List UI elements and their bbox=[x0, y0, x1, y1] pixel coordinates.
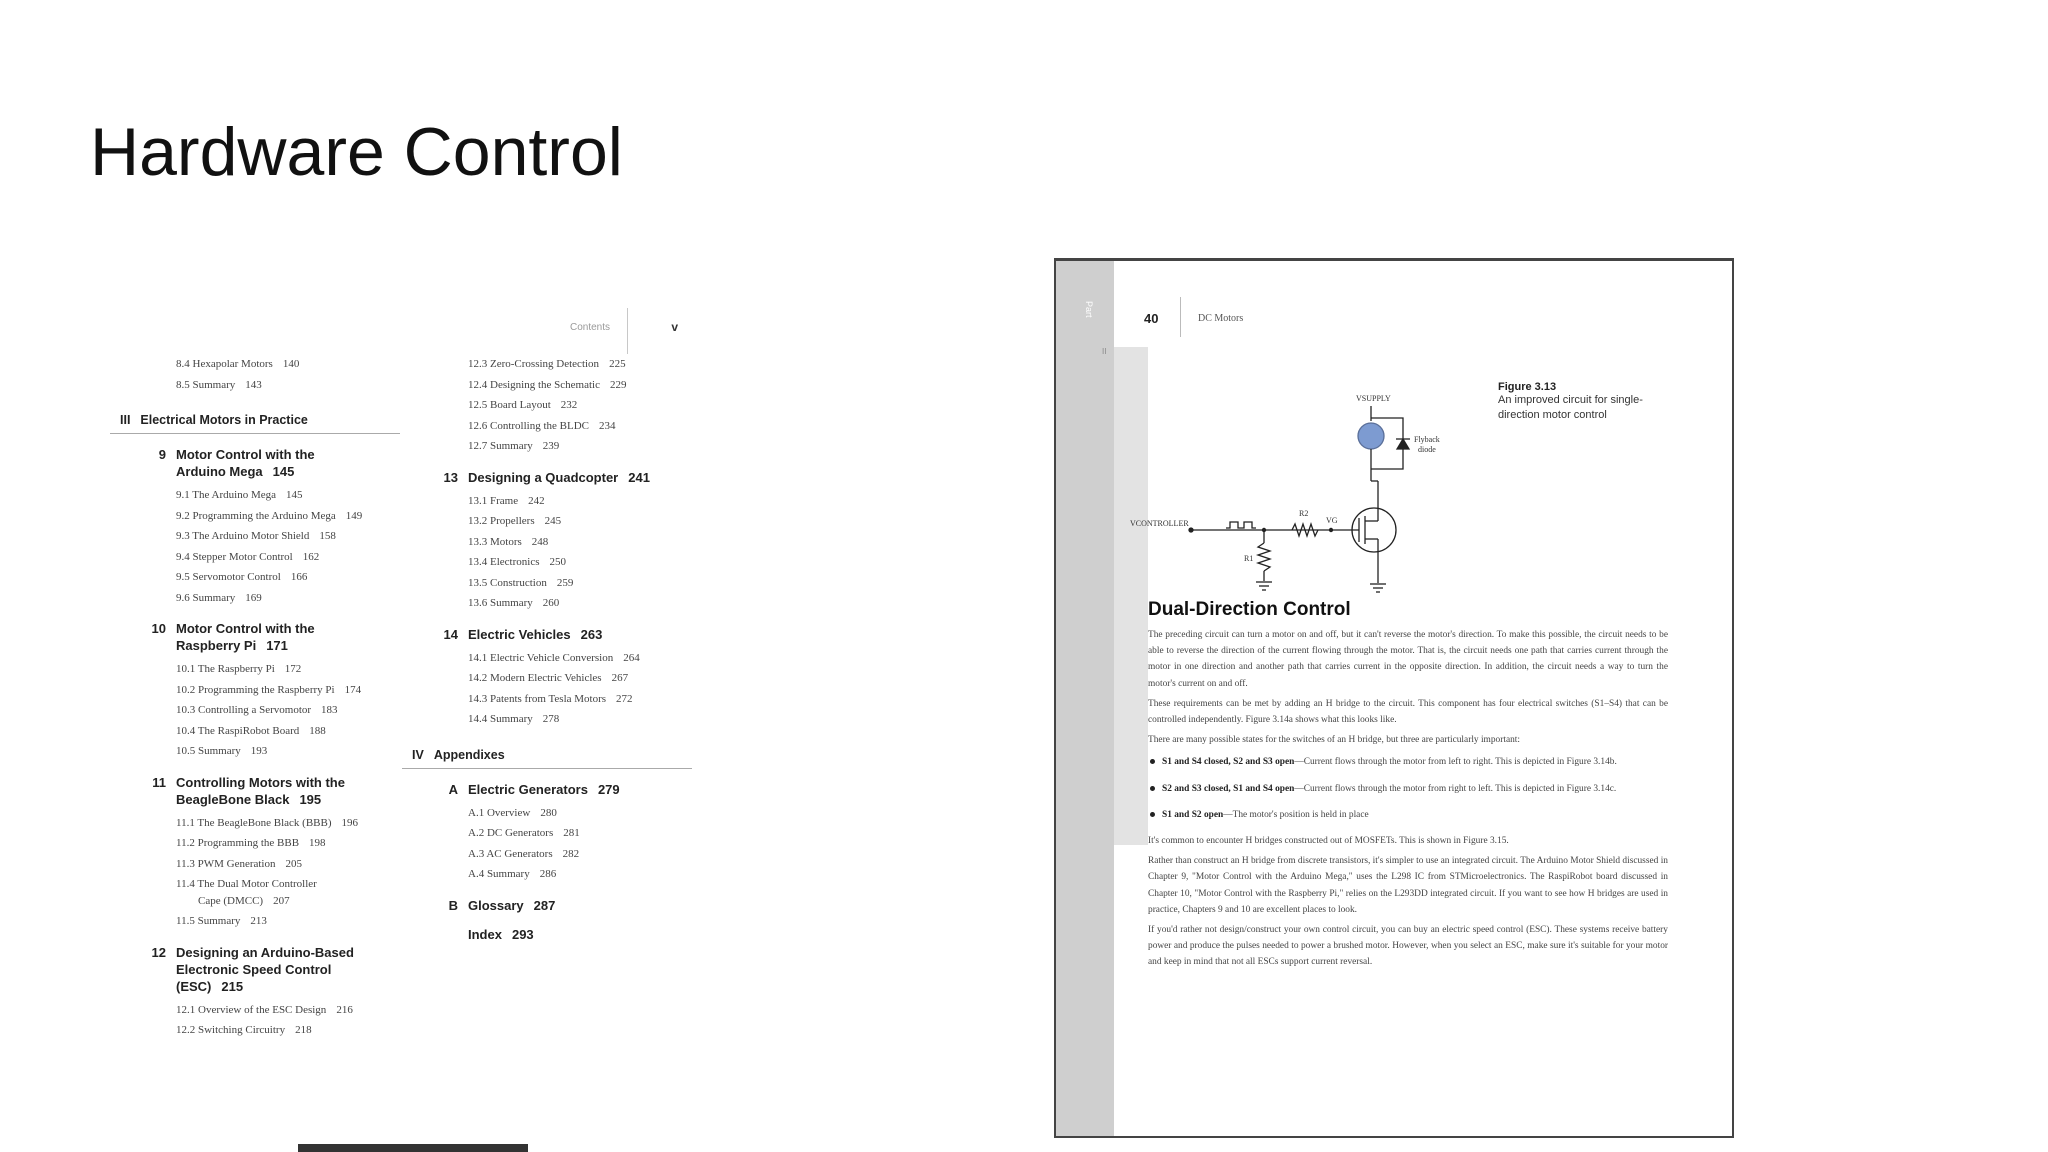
toc-chapter-page: 241 bbox=[628, 469, 650, 485]
toc-chapter-entry bbox=[432, 626, 702, 643]
toc-section-entry bbox=[432, 823, 702, 844]
toc-section-page: 149 bbox=[345, 509, 363, 522]
toc-chapter-page: 287 bbox=[533, 897, 556, 913]
toc-section-label: A.3 AC Generators bbox=[468, 847, 553, 860]
toc-chapter-page: 293 bbox=[511, 926, 534, 942]
toc-section-entry bbox=[140, 588, 415, 609]
toc-section-entry bbox=[432, 648, 702, 669]
toc-section-label: 11.5 Summary bbox=[176, 915, 241, 927]
toc-part-number: III bbox=[120, 413, 131, 427]
toc-chapter-page: 145 bbox=[272, 464, 295, 479]
book-page-image bbox=[1054, 258, 1734, 1138]
toc-chapter-page: 171 bbox=[266, 638, 288, 653]
toc-section-label: 10.5 Summary bbox=[176, 745, 241, 757]
toc-section-page: 278 bbox=[542, 713, 560, 725]
toc-chapter-title-line bbox=[468, 926, 702, 943]
section-title: Dual-Direction Control bbox=[1148, 599, 1351, 620]
toc-section-page: 248 bbox=[531, 535, 549, 548]
toc-chapter-entry bbox=[140, 774, 415, 808]
toc-section-label: 10.3 Controlling a Servomotor bbox=[176, 704, 312, 716]
flyback-label: Flyback bbox=[1414, 435, 1440, 444]
toc-section-page: 225 bbox=[609, 358, 626, 370]
toc-chapter-number: 11 bbox=[152, 774, 166, 790]
toc-chapter-title: Electric Vehicles bbox=[468, 626, 571, 642]
toc-section-page: 162 bbox=[302, 550, 320, 563]
toc-section-entry bbox=[432, 689, 702, 710]
toc-section-page: 216 bbox=[336, 1003, 353, 1016]
toc-chapter-title: Glossary bbox=[468, 897, 524, 913]
toc-section-label: 14.1 Electric Vehicle Conversion bbox=[468, 651, 614, 664]
toc-section-entry bbox=[140, 1000, 415, 1021]
toc-chapter-entry bbox=[432, 781, 702, 798]
page-chapter-label: DC Motors bbox=[1198, 313, 1244, 324]
toc-section-page: 242 bbox=[528, 494, 545, 507]
toc-section-entry bbox=[432, 416, 702, 437]
toc-section-page: 245 bbox=[544, 515, 562, 527]
circuit-diagram bbox=[1116, 371, 1496, 601]
toc-section-page: 259 bbox=[556, 576, 574, 589]
switch-state-lead: S1 and S4 closed, S2 and S3 open bbox=[1162, 757, 1295, 768]
toc-section-label: 12.3 Zero-Crossing Detection bbox=[468, 358, 600, 370]
toc-section-label: 13.5 Construction bbox=[468, 576, 547, 589]
toc-section-page: 250 bbox=[549, 556, 566, 568]
toc-section-entry bbox=[140, 813, 415, 834]
toc-section-entry bbox=[432, 593, 702, 614]
toc-section-page: 264 bbox=[623, 651, 640, 664]
toc-section-label: 12.5 Board Layout bbox=[468, 399, 551, 411]
switch-state-text: —Current flows through the motor from left to right. This is depicted in Figure 3.14b. bbox=[1294, 757, 1617, 768]
toc-chapter-title: Index bbox=[468, 926, 502, 942]
toc-section-entry bbox=[432, 803, 702, 824]
toc-section-page: 207 bbox=[273, 894, 290, 907]
toc-section-label: 9.6 Summary bbox=[176, 591, 236, 604]
toc-section-page: 239 bbox=[542, 440, 560, 452]
toc-chapter-title: Motor Control with the bbox=[176, 447, 315, 462]
toc-section-entry bbox=[140, 700, 415, 721]
toc-section-entry bbox=[432, 354, 702, 375]
toc-chapter-title: Arduino Mega bbox=[176, 464, 263, 479]
paragraphs-after-list bbox=[1148, 833, 1668, 971]
toc-chapter-number: A bbox=[448, 781, 458, 797]
toc-section-label: 12.7 Summary bbox=[468, 440, 533, 452]
switch-state-text: —The motor's position is held in place bbox=[1223, 809, 1369, 820]
toc-chapter-title: Motor Control with the bbox=[176, 621, 315, 636]
part-tab-number: II bbox=[1102, 347, 1107, 356]
toc-chapter-entry bbox=[140, 446, 415, 480]
toc-chapter-entry bbox=[432, 926, 702, 943]
toc-section-page: 213 bbox=[250, 915, 267, 927]
toc-chapter-title: Electronic Speed Control bbox=[176, 961, 332, 977]
toc-chapter-title-line bbox=[176, 463, 415, 480]
toc-section-entry bbox=[140, 721, 415, 742]
toc-section-label: 10.1 The Raspberry Pi bbox=[176, 663, 275, 675]
figure-caption-text: An improved circuit for single-direction motor control bbox=[1498, 394, 1643, 421]
motor-symbol bbox=[1358, 423, 1384, 449]
toc-column-left bbox=[120, 354, 415, 1041]
vcontroller-label: VCONTROLLER bbox=[1130, 519, 1189, 528]
toc-section-entry bbox=[140, 680, 415, 701]
toc-section-entry bbox=[140, 354, 415, 375]
toc-section-page: 282 bbox=[562, 847, 580, 860]
toc-chapter-number: 10 bbox=[151, 621, 166, 636]
toc-section-page: 169 bbox=[245, 591, 262, 604]
toc-section-label: 11.3 PWM Generation bbox=[176, 857, 276, 870]
toc-section-label: 11.2 Programming the BBB bbox=[176, 837, 300, 849]
bottom-edge-bar bbox=[298, 1144, 528, 1152]
toc-section-label: 13.1 Frame bbox=[468, 494, 519, 507]
toc-section-entry bbox=[432, 844, 702, 865]
toc-chapter-title: Designing a Quadcopter bbox=[468, 469, 619, 485]
toc-section-entry bbox=[140, 741, 415, 762]
toc-section-label: 13.6 Summary bbox=[468, 597, 533, 609]
paragraphs-before-list bbox=[1148, 627, 1668, 748]
controller-node bbox=[1189, 528, 1193, 532]
toc-section-page: 196 bbox=[341, 816, 358, 829]
toc-header bbox=[140, 308, 720, 344]
vg-label: VG bbox=[1326, 516, 1338, 525]
toc-chapter-title: Electric Generators bbox=[468, 781, 588, 797]
toc-section-entry bbox=[432, 709, 702, 730]
body-paragraph: Rather than construct an H bridge from discrete transistors, it's simpler to use an integrated circuit. The Arduino Motor Shield discussed in Chapter 9, "Motor Control with the Arduino Mega," uses the L298 IC from STMicroelectronics. The RaspiRobot board discussed in Chapter 10, "Motor Control with the Raspberry Pi," relies on the L293DD integrated circuit. If you want to see how H bridges are used in practice, Chapters 9 and 10 are excellent places to look. bbox=[1148, 856, 1668, 915]
toc-section-entry bbox=[432, 668, 702, 689]
toc-section-page: 145 bbox=[286, 489, 303, 501]
toc-header-divider bbox=[627, 308, 628, 354]
toc-chapter-entry bbox=[140, 944, 415, 995]
toc-chapter-title: Designing an Arduino-Based bbox=[176, 944, 354, 960]
toc-section-label: 9.2 Programming the Arduino Mega bbox=[176, 509, 336, 522]
toc-section-page: 280 bbox=[540, 806, 557, 819]
switch-state-item bbox=[1162, 754, 1668, 770]
toc-section-page: 234 bbox=[599, 419, 616, 432]
toc-section-label: 13.4 Electronics bbox=[468, 556, 540, 568]
toc-chapter-entry bbox=[432, 897, 702, 914]
toc-section-page: 188 bbox=[309, 724, 326, 737]
toc-section-page: 198 bbox=[309, 837, 326, 849]
toc-section-label: 10.2 Programming the Raspberry Pi bbox=[176, 683, 335, 696]
toc-section-entry bbox=[432, 511, 702, 532]
gate-node bbox=[1329, 528, 1333, 532]
toc-section-entry bbox=[140, 526, 415, 547]
toc-section-page: 205 bbox=[285, 857, 302, 870]
toc-chapter-title-line bbox=[176, 637, 415, 654]
toc-chapter-title-line bbox=[176, 978, 415, 995]
toc-chapter-title: Controlling Motors with the bbox=[176, 774, 345, 790]
body-paragraph: There are many possible states for the switches of an H bridge, but three are particularly important: bbox=[1148, 735, 1521, 746]
toc-section-page: 143 bbox=[245, 378, 262, 391]
toc-section-page: 193 bbox=[250, 745, 268, 757]
toc-section-entry bbox=[140, 547, 415, 568]
toc-chapter-title-line bbox=[468, 626, 702, 643]
section-body bbox=[1148, 627, 1668, 975]
toc-section-page: 183 bbox=[321, 704, 338, 716]
toc-section-entry bbox=[140, 485, 415, 506]
toc-chapter-entry bbox=[140, 620, 415, 654]
diode-label: diode bbox=[1418, 445, 1436, 454]
toc-chapter-title-line bbox=[468, 781, 702, 798]
switch-state-item bbox=[1162, 807, 1668, 823]
toc-chapter-title-line bbox=[176, 791, 415, 808]
toc-section-label: 9.5 Servomotor Control bbox=[176, 571, 281, 583]
figure-label: Figure 3.13 bbox=[1498, 381, 1557, 393]
r2-label: R2 bbox=[1299, 509, 1309, 518]
page-header-divider bbox=[1180, 297, 1181, 337]
toc-section-label: 9.3 The Arduino Motor Shield bbox=[176, 530, 310, 542]
toc-section-entry bbox=[140, 659, 415, 680]
resistor-r1-symbol bbox=[1258, 543, 1270, 571]
toc-section-label: 14.4 Summary bbox=[468, 713, 533, 725]
toc-section-label: 11.4 The Dual Motor Controller bbox=[176, 878, 317, 890]
r1-label: R1 bbox=[1244, 554, 1254, 563]
vsupply-label: VSUPPLY bbox=[1356, 394, 1391, 403]
toc-section-label: 9.4 Stepper Motor Control bbox=[176, 550, 293, 563]
toc-section-entry bbox=[432, 532, 702, 553]
toc-section-page: 174 bbox=[344, 683, 362, 696]
toc-section-page: 172 bbox=[284, 663, 302, 675]
toc-page-image bbox=[120, 290, 720, 1152]
toc-section-entry bbox=[140, 833, 415, 854]
toc-section-entry bbox=[140, 1020, 415, 1041]
toc-section-page: 260 bbox=[542, 597, 560, 609]
toc-section-entry bbox=[140, 506, 415, 527]
toc-section-page: 229 bbox=[609, 378, 627, 391]
toc-section-page: 232 bbox=[560, 399, 578, 411]
toc-chapter-title-line bbox=[468, 897, 702, 914]
toc-chapter-number: 13 bbox=[443, 469, 458, 485]
toc-section-label: 14.2 Modern Electric Vehicles bbox=[468, 672, 602, 684]
page-side-strip bbox=[1056, 261, 1114, 1136]
toc-chapter-number: B bbox=[448, 897, 458, 913]
switch-state-item bbox=[1162, 781, 1668, 797]
pwm-signal bbox=[1226, 522, 1256, 528]
toc-section-entry bbox=[432, 375, 702, 396]
junction-node bbox=[1262, 528, 1266, 532]
toc-chapter-title-line bbox=[468, 469, 702, 486]
toc-section-page: 158 bbox=[319, 530, 336, 542]
toc-chapter-number: 9 bbox=[158, 447, 166, 462]
toc-chapter-title: BeagleBone Black bbox=[176, 791, 290, 807]
toc-part-title: Appendixes bbox=[433, 747, 505, 762]
toc-section-label: A.2 DC Generators bbox=[468, 827, 554, 839]
toc-section-label: 8.4 Hexapolar Motors bbox=[176, 358, 273, 370]
toc-section-label: 12.1 Overview of the ESC Design bbox=[176, 1003, 327, 1016]
switch-state-lead: S1 and S2 open bbox=[1162, 809, 1224, 820]
toc-section-label: 10.4 The RaspiRobot Board bbox=[176, 724, 300, 737]
toc-section-entry bbox=[140, 911, 415, 932]
toc-section-label: Cape (DMCC) bbox=[198, 894, 264, 907]
toc-header-page: v bbox=[671, 320, 678, 334]
toc-chapter-page: 215 bbox=[221, 978, 244, 994]
toc-part-title: Electrical Motors in Practice bbox=[140, 413, 308, 427]
toc-section-page: 286 bbox=[539, 868, 557, 880]
switch-states-list bbox=[1148, 754, 1668, 823]
toc-header-label: Contents bbox=[569, 322, 610, 333]
toc-chapter-title: Raspberry Pi bbox=[176, 638, 257, 653]
page-number: 40 bbox=[1144, 311, 1159, 326]
toc-section-label: 13.3 Motors bbox=[468, 535, 522, 548]
toc-section-page: 272 bbox=[616, 692, 633, 705]
body-paragraph: The preceding circuit can turn a motor on and off, but it can't reverse the motor's direction. To make this possible, the circuit needs to be able to reverse the direction of the current flowing through the motor. That is, the circuit needs one path that carries current through the motor in one direction and another path that carries current in the opposite direction. In addition, the circuit needs a way to turn the motor's current on and off. bbox=[1148, 630, 1668, 689]
toc-section-label: 12.2 Switching Circuitry bbox=[176, 1024, 286, 1036]
switch-state-text: —Current flows through the motor from right to left. This is depicted in Figure 3.14c. bbox=[1294, 783, 1617, 794]
toc-section-entry bbox=[432, 552, 702, 573]
toc-chapter-title: (ESC) bbox=[176, 978, 212, 994]
toc-section-label: 8.5 Summary bbox=[176, 378, 236, 391]
toc-section-label: 13.2 Propellers bbox=[468, 515, 535, 527]
toc-chapter-page: 279 bbox=[597, 781, 620, 797]
figure-caption bbox=[1498, 381, 1658, 423]
toc-section-entry bbox=[432, 436, 702, 457]
toc-section-entry bbox=[432, 864, 702, 885]
toc-section-page: 166 bbox=[290, 571, 308, 583]
toc-chapter-entry bbox=[432, 469, 702, 486]
toc-section-label: 12.6 Controlling the BLDC bbox=[468, 419, 589, 432]
toc-section-entry bbox=[140, 375, 415, 396]
toc-chapter-number: 14 bbox=[443, 626, 458, 642]
toc-section-page: 267 bbox=[611, 672, 629, 684]
toc-section-entry bbox=[432, 395, 702, 416]
toc-section-page: 218 bbox=[295, 1024, 312, 1036]
toc-part-heading bbox=[402, 748, 692, 769]
toc-chapter-number: 12 bbox=[151, 944, 166, 960]
toc-section-page: 281 bbox=[563, 827, 580, 839]
part-tab-label: Part bbox=[1084, 301, 1094, 318]
toc-part-number: IV bbox=[412, 747, 424, 762]
slide-title: Hardware Control bbox=[90, 114, 623, 190]
toc-section-entry bbox=[140, 567, 415, 588]
flyback-diode-symbol bbox=[1397, 439, 1409, 449]
body-paragraph: If you'd rather not design/construct your own control circuit, you can buy an electric speed control (ESC). These systems receive battery power and produce the pulses needed to power a brushed motor. However, when you select an ESC, make sure it's suitable for your motor and keep in mind that not all ESCs support current reversal. bbox=[1148, 925, 1668, 968]
toc-section-label: 12.4 Designing the Schematic bbox=[468, 378, 600, 391]
toc-chapter-page: 195 bbox=[299, 791, 322, 807]
toc-section-label: A.1 Overview bbox=[468, 806, 531, 819]
toc-part-heading bbox=[110, 413, 400, 434]
toc-section-label: A.4 Summary bbox=[468, 868, 530, 880]
toc-column-right bbox=[412, 354, 702, 948]
toc-section-label: 11.1 The BeagleBone Black (BBB) bbox=[176, 816, 332, 829]
body-paragraph: These requirements can be met by adding an H bridge to the circuit. This component has four electrical switches (S1–S4) that can be controlled independently. Figure 3.14a shows what this looks like. bbox=[1148, 698, 1668, 726]
toc-section-entry bbox=[432, 573, 702, 594]
toc-section-label: 9.1 The Arduino Mega bbox=[176, 489, 277, 501]
toc-chapter-page: 263 bbox=[580, 626, 603, 642]
toc-section-page: 140 bbox=[282, 358, 300, 370]
toc-section-entry bbox=[432, 491, 702, 512]
switch-state-lead: S2 and S3 closed, S1 and S4 open bbox=[1162, 783, 1295, 794]
toc-section-entry bbox=[140, 854, 415, 875]
body-paragraph: It's common to encounter H bridges constructed out of MOSFETs. This is shown in Figure 3.15. bbox=[1148, 836, 1509, 847]
toc-section-label: 14.3 Patents from Tesla Motors bbox=[468, 692, 607, 705]
